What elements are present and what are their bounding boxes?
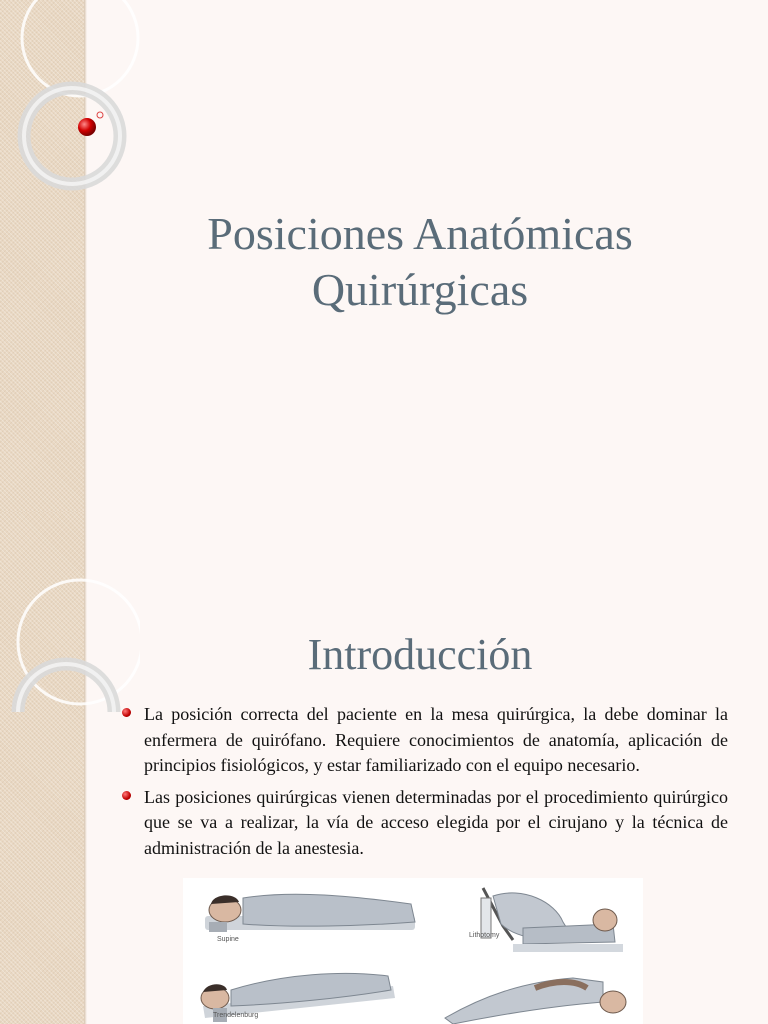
small-ring-icon [97, 112, 103, 118]
supine-patient-figure [205, 894, 415, 932]
bullet-text: La posición correcta del paciente en la mesa quirúrgica, la debe dominar la enfermera de quirófano. Requiere conocimientos de anatomía, aplicación de principios fisiológicos, y estar familiarizado con el equipo necesario. [144, 704, 728, 775]
surgical-positions-figure [183, 878, 643, 1024]
lateral-patient-figure [445, 978, 626, 1024]
caption-trendelenburg: Trendelenburg [213, 1012, 259, 1019]
bullet-list [120, 702, 728, 867]
bullet-dot-icon [122, 791, 131, 800]
lithotomy-patient-figure [481, 888, 623, 952]
positions-illustration [183, 878, 643, 1024]
bullet-dot-icon [122, 708, 131, 717]
bullet-text: Las posiciones quirúrgicas vienen determinadas por el procedimiento quirúrgico que se va a realizar, la vía de acceso elegida por el cirujano y la técnica de administración de la anestesia. [144, 786, 728, 858]
ring-thick-highlight [24, 88, 120, 184]
decorative-rings [0, 512, 140, 712]
ring-outer [22, 0, 138, 96]
bullet-item [120, 785, 728, 862]
caption-lithotomy: Lithotomy [469, 932, 500, 939]
bullet-item [120, 702, 728, 779]
decorative-rings [0, 0, 140, 200]
red-bead-icon [78, 118, 96, 136]
intro-slide [0, 512, 768, 1024]
slide-title: Posiciones Anatómicas Quirúrgicas [207, 208, 633, 315]
ring-thick [18, 664, 114, 712]
slide-heading: Introducción [307, 630, 533, 679]
caption-supine: Supine [217, 936, 239, 943]
